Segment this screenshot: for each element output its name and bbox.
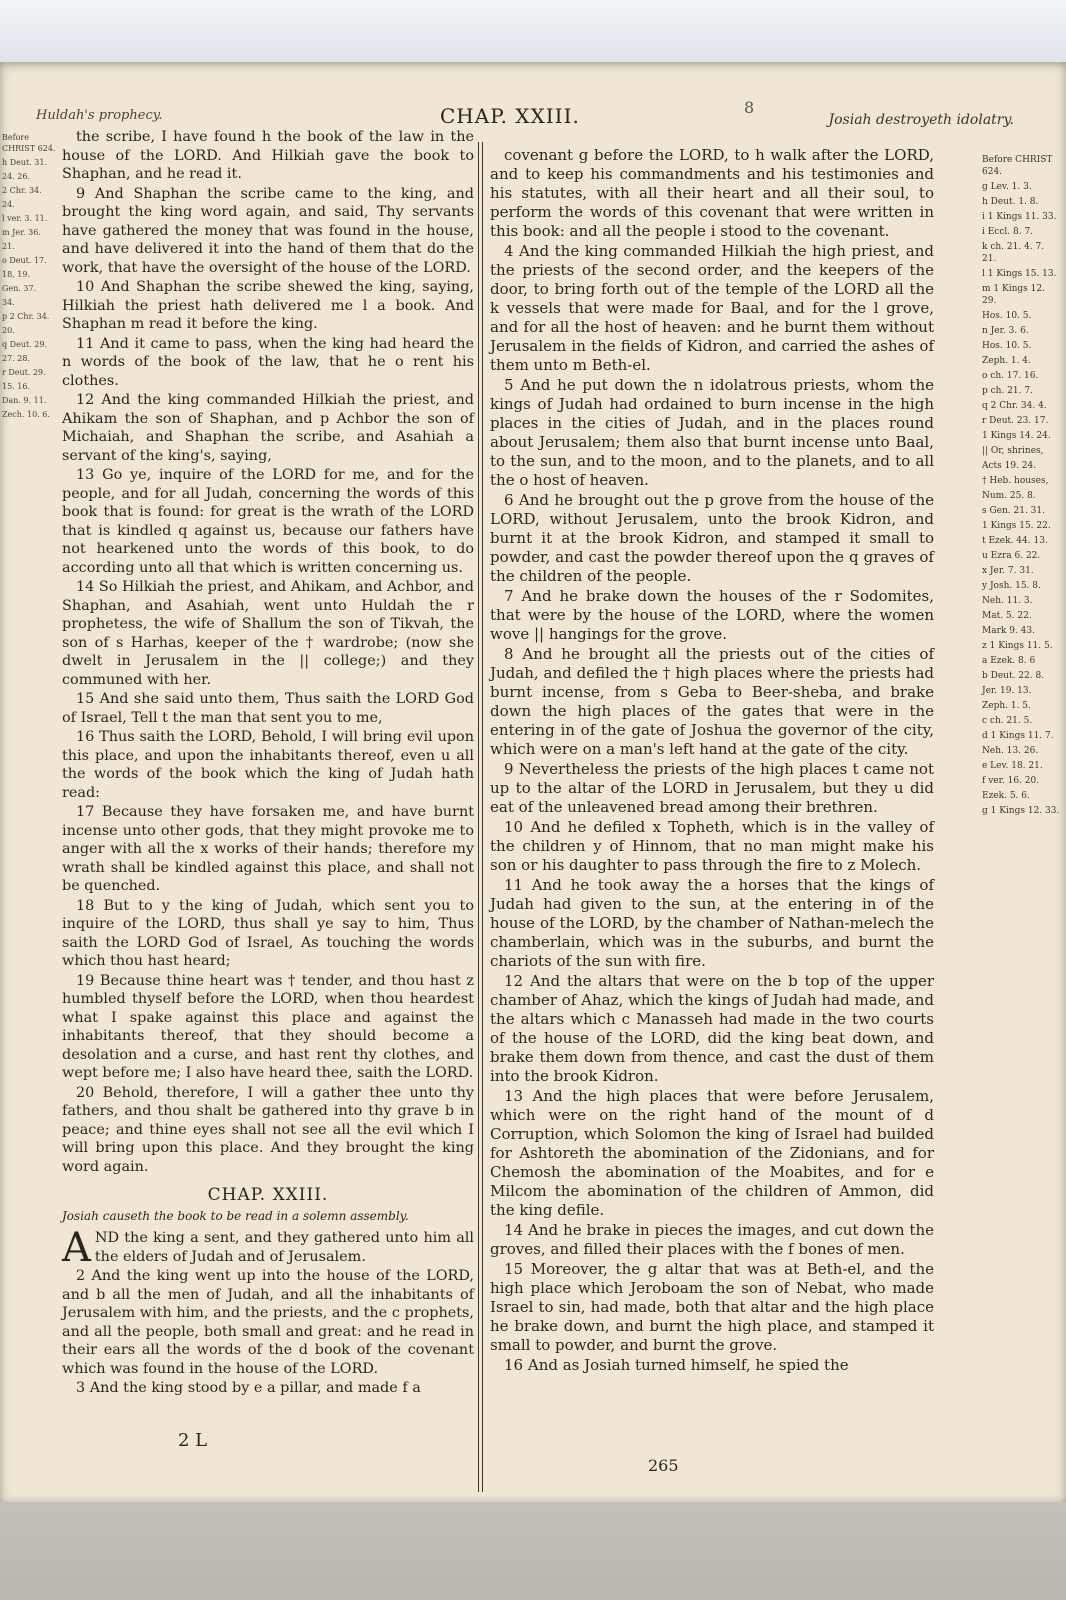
margin-reference: c ch. 21. 5. [982,716,1033,726]
margin-reference: p 2 Chr. 34. [2,312,50,321]
verse: 14 And he brake in pieces the images, and cut down the groves, and filled their places with the f bones of men. [490,1221,934,1258]
verse: 7 And he brake down the houses of the r Sodomites, that were by the house of the LORD, where the women wove || hangings for the grove. [490,587,934,643]
margin-reference: Jer. 19. 13. [982,686,1032,696]
margin-reference: k ch. 21. 4. 7. 21. [982,242,1045,264]
margin-reference: 27. 28. [2,354,30,363]
margin-reference: o ch. 17. 16. [982,371,1039,381]
margin-reference: q 2 Chr. 34. 4. [982,401,1047,411]
verse: 13 And the high places that were before Jerusalem, which were on the right hand of the mount of d Corruption, which Solomon the king of Israel had builded for Ashtoreth the abomination of the Zidonians, and for Chemosh the abomination of the Moabites, and for e Milcom the abomination of the children of Ammon, did the king defile. [490,1087,934,1219]
margin-reference: h Deut. 1. 8. [982,197,1039,207]
header-left-title: Huldah's prophecy. [36,108,163,123]
margin-reference: Before CHRIST 624. [982,155,1053,177]
margin-reference: m 1 Kings 12. 29. [982,284,1045,306]
margin-reference: b Deut. 22. 8. [982,671,1045,681]
margin-reference: Neh. 13. 26. [982,746,1039,756]
drop-cap: A [62,1225,91,1271]
header-right-title: Josiah destroyeth idolatry. [828,112,1014,128]
margin-reference: h Deut. 31. [2,158,48,167]
margin-reference: Zeph. 1. 5. [982,701,1031,711]
margin-reference: Dan. 9. 11. [2,396,47,405]
margin-reference: 24. [2,200,15,209]
margin-reference: † Heb. houses, [982,476,1049,486]
margin-reference: u Ezra 6. 22. [982,551,1041,561]
verse: 9 And Shaphan the scribe came to the king, and brought the king word again, and said, Thy servants have gathered the money that was found in the house, and have delivered it into the hand of them that do the work, that have the oversight of the house of the LORD. [62,185,474,276]
margin-reference: Acts 19. 24. [982,461,1037,471]
margin-reference: Zeph. 1. 4. [982,356,1031,366]
margin-reference: q Deut. 29. [2,340,47,349]
book-page [0,62,1066,1502]
margin-reference: l ver. 3. 11. [2,214,48,223]
verse: 12 And the altars that were on the b top of the upper chamber of Ahaz, which the kings of Judah had made, and the altars which c Manasseh had made in the two courts of the house of the LORD, did the king beat down, and brake them down from thence, and cast the dust of them into the brook Kidron. [490,972,934,1085]
margin-reference: f ver. 16. 20. [982,776,1040,786]
verse: 10 And Shaphan the scribe shewed the king, saying, Hilkiah the priest hath delivered me l a book. And Shaphan m read it before the king. [62,279,474,332]
margin-reference: i Eccl. 8. 7. [982,227,1034,237]
margin-reference: Zech. 10. 6. [2,410,50,419]
verse: 4 And the king commanded Hilkiah the high priest, and the priests of the second order, and the keepers of the door, to bring forth out of the temple of the LORD all the k vessels that were made for Baal, and for the l grove, and for all the host of heaven: and he burnt them without Jerusalem in the fields of Kidron, and carried the ashes of them unto m Beth-el. [490,242,934,374]
margin-reference: 34. [2,298,15,307]
margin-reference: 15. 16. [2,382,30,391]
verse: 16 Thus saith the LORD, Behold, I will bring evil upon this place, and upon the inhabitants thereof, even u all the words of the book which the king of Judah hath read: [62,729,474,801]
margin-reference: l 1 Kings 15. 13. [982,269,1057,279]
margin-reference: Ezek. 5. 6. [982,791,1030,801]
left-column [62,128,474,1399]
margin-reference: t Ezek. 44. 13. [982,536,1048,546]
margin-reference: o Deut. 17. [2,256,47,265]
verse-text: ND the king a sent, and they gathered unto him all the elders of Judah and of Jerusalem. [94,1230,474,1265]
margin-reference: n Jer. 3. 6. [982,326,1029,336]
margin-reference: r Deut. 23. 17. [982,416,1049,426]
margin-reference: Num. 25. 8. [982,491,1036,501]
chapter-summary: Josiah causeth the book to be read in a solemn assembly. [62,1208,409,1223]
left-margin-references [2,132,64,423]
verse: 6 And he brought out the p grove from the house of the LORD, without Jerusalem, unto the brook Kidron, and burnt it at the brook Kidron, and stamped it small to powder, and cast the powder thereof upon the q graves of the children of the people. [490,491,934,585]
margin-reference: Neh. 11. 3. [982,596,1033,606]
verse: 12 And the king commanded Hilkiah the priest, and Ahikam the son of Shaphan, and p Achbor the son of Michaiah, and Shaphan the scribe, and Asahiah a servant of the king's, saying, [62,392,474,464]
verse: 13 Go ye, inquire of the LORD for me, and for the people, and for all Judah, concerning the words of this book that is found: for great is the wrath of the LORD that is kindled q against us, because our fathers have not hearkened unto the words of this book, to do according unto all that which is written concerning us. [62,467,474,576]
verse: 10 And he defiled x Topheth, which is in the valley of the children y of Hinnom, that no man might make his son or his daughter to pass through the fire to z Molech. [490,818,934,874]
margin-reference: Hos. 10. 5. [982,341,1032,351]
right-margin-references [982,154,1060,820]
margin-reference: Gen. 37. [2,284,37,293]
verse: 8 And he brought all the priests out of the cities of Judah, and defiled the † high places where the priests had burnt incense, from s Geba to Beer-sheba, and brake down the high places of the gates that were in the entering in of the gate of Joshua the governor of the city, which were on a man's left hand at the gate of the city. [490,645,934,758]
verse: 15 And she said unto them, Thus saith the LORD God of Israel, Tell t the man that sent you to me, [62,691,474,726]
margin-reference: x Jer. 7. 31. [982,566,1034,576]
margin-reference: 1 Kings 15. 22. [982,521,1051,531]
margin-reference: i 1 Kings 11. 33. [982,212,1057,222]
margin-reference: 20. [2,326,15,335]
verse: 19 Because thine heart was † tender, and thou hast z humbled thyself before the LORD, when thou heardest what I spake against this place and against the inhabitants thereof, that they should become a desolation and a curse, and hast rent thy clothes, and wept before me; I also have heard thee, saith the LORD. [62,972,474,1081]
verse: 20 Behold, therefore, I will a gather thee unto thy fathers, and thou shalt be gathered into thy grave b in peace; and thine eyes shall not see all the evil which I will bring upon this place. And they brought the king word again. [62,1084,474,1175]
margin-reference: m Jer. 36. [2,228,41,237]
margin-reference: a Ezek. 8. 6 [982,656,1036,666]
verse [62,1225,474,1271]
margin-reference: 24. 26. [2,172,30,181]
verse: 16 And as Josiah turned himself, he spied the [504,1356,849,1374]
verse: 17 Because they have forsaken me, and have burnt incense unto other gods, that they might provoke me to anger with all the x works of their hands; therefore my wrath shall be kindled against this place, and shall not be quenched. [62,804,474,894]
margin-reference: p ch. 21. 7. [982,386,1033,396]
verse: the scribe, I have found h the book of the law in the house of the LORD. And Hilkiah gave the book to Shaphan, and he read it. [62,129,474,182]
verse: 11 And it came to pass, when the king had heard the n words of the book of the law, that he o rent his clothes. [62,335,474,389]
margin-reference: Mark 9. 43. [982,626,1035,636]
header-mark: 8 [744,98,755,117]
verse: 14 So Hilkiah the priest, and Ahikam, and Achbor, and Shaphan, and Asahiah, went unto Huldah the r prophetess, the wife of Shallum the son of Tikvah, the son of s Harhas, keeper of the † wardrobe; (now she dwelt in Jerusalem in the || college;) and they communed with her. [62,579,474,688]
verse: 9 Nevertheless the priests of the high places t came not up to the altar of the LORD in Jerusalem, but they u did eat of the unleavened bread among their brethren. [490,760,934,816]
margin-reference: g 1 Kings 12. 33. [982,806,1060,816]
verse: 11 And he took away the a horses that the kings of Judah had given to the sun, at the entering in of the house of the LORD, by the chamber of Nathan-melech the chamberlain, which was in the suburbs, and burnt the chariots of the sun with fire. [490,876,934,970]
signature-mark: 2 L [178,1430,208,1451]
margin-reference: z 1 Kings 11. 5. [982,641,1053,651]
margin-reference: Mat. 5. 22. [982,611,1032,621]
column-divider [478,142,483,1492]
margin-reference: e Lev. 18. 21. [982,761,1043,771]
margin-reference: g Lev. 1. 3. [982,182,1032,192]
margin-reference: r Deut. 29. [2,368,46,377]
margin-reference: 18, 19. [2,270,30,279]
verse: covenant g before the LORD, to h walk after the LORD, and to keep his commandments and his testimonies and his statutes, with all their heart and all their soul, to perform the words of this covenant that were written in this book: and all the people i stood to the covenant. [490,146,934,240]
verse: 3 And the king stood by e a pillar, and made f a [76,1380,421,1396]
right-column [490,146,934,1376]
verse: 2 And the king went up into the house of the LORD, and b all the men of Judah, and all the inhabitants of Jerusalem with him, and the priests, and the c prophets, and all the people, both small and great: and he read in their ears all the words of the d book of the covenant which was found in the house of the LORD. [62,1268,474,1377]
header-chapter: CHAP. XXIII. [440,104,580,128]
verse: 15 Moreover, the g altar that was at Beth-el, and the high place which Jeroboam the son of Nebat, who made Israel to sin, had made, both that altar and the high place he brake down, and burnt the high place, and stamped it small to powder, and burnt the grove. [490,1260,934,1354]
margin-reference: Before CHRIST 624. [2,133,56,153]
margin-reference: 2 Chr. 34. [2,186,42,195]
chapter-heading: CHAP. XXIII. [207,1185,329,1205]
margin-reference: 1 Kings 14. 24. [982,431,1051,441]
verse: 18 But to y the king of Judah, which sent you to inquire of the LORD, thus shall ye say to him, Thus saith the LORD God of Israel, As touching the words which thou hast heard; [62,897,474,969]
margin-reference: Hos. 10. 5. [982,311,1032,321]
margin-reference: s Gen. 21. 31. [982,506,1045,516]
margin-reference: || Or, shrines, [982,446,1044,456]
page-number: 265 [648,1456,679,1475]
verse: 5 And he put down the n idolatrous priests, whom the kings of Judah had ordained to burn incense in the high places in the cities of Judah, and in the places round about Jerusalem; them also that burnt incense unto Baal, to the sun, and to the moon, and to the planets, and to all the o host of heaven. [490,376,934,489]
margin-reference: y Josh. 15. 8. [982,581,1041,591]
margin-reference: d 1 Kings 11. 7. [982,731,1054,741]
margin-reference: 21. [2,242,15,251]
